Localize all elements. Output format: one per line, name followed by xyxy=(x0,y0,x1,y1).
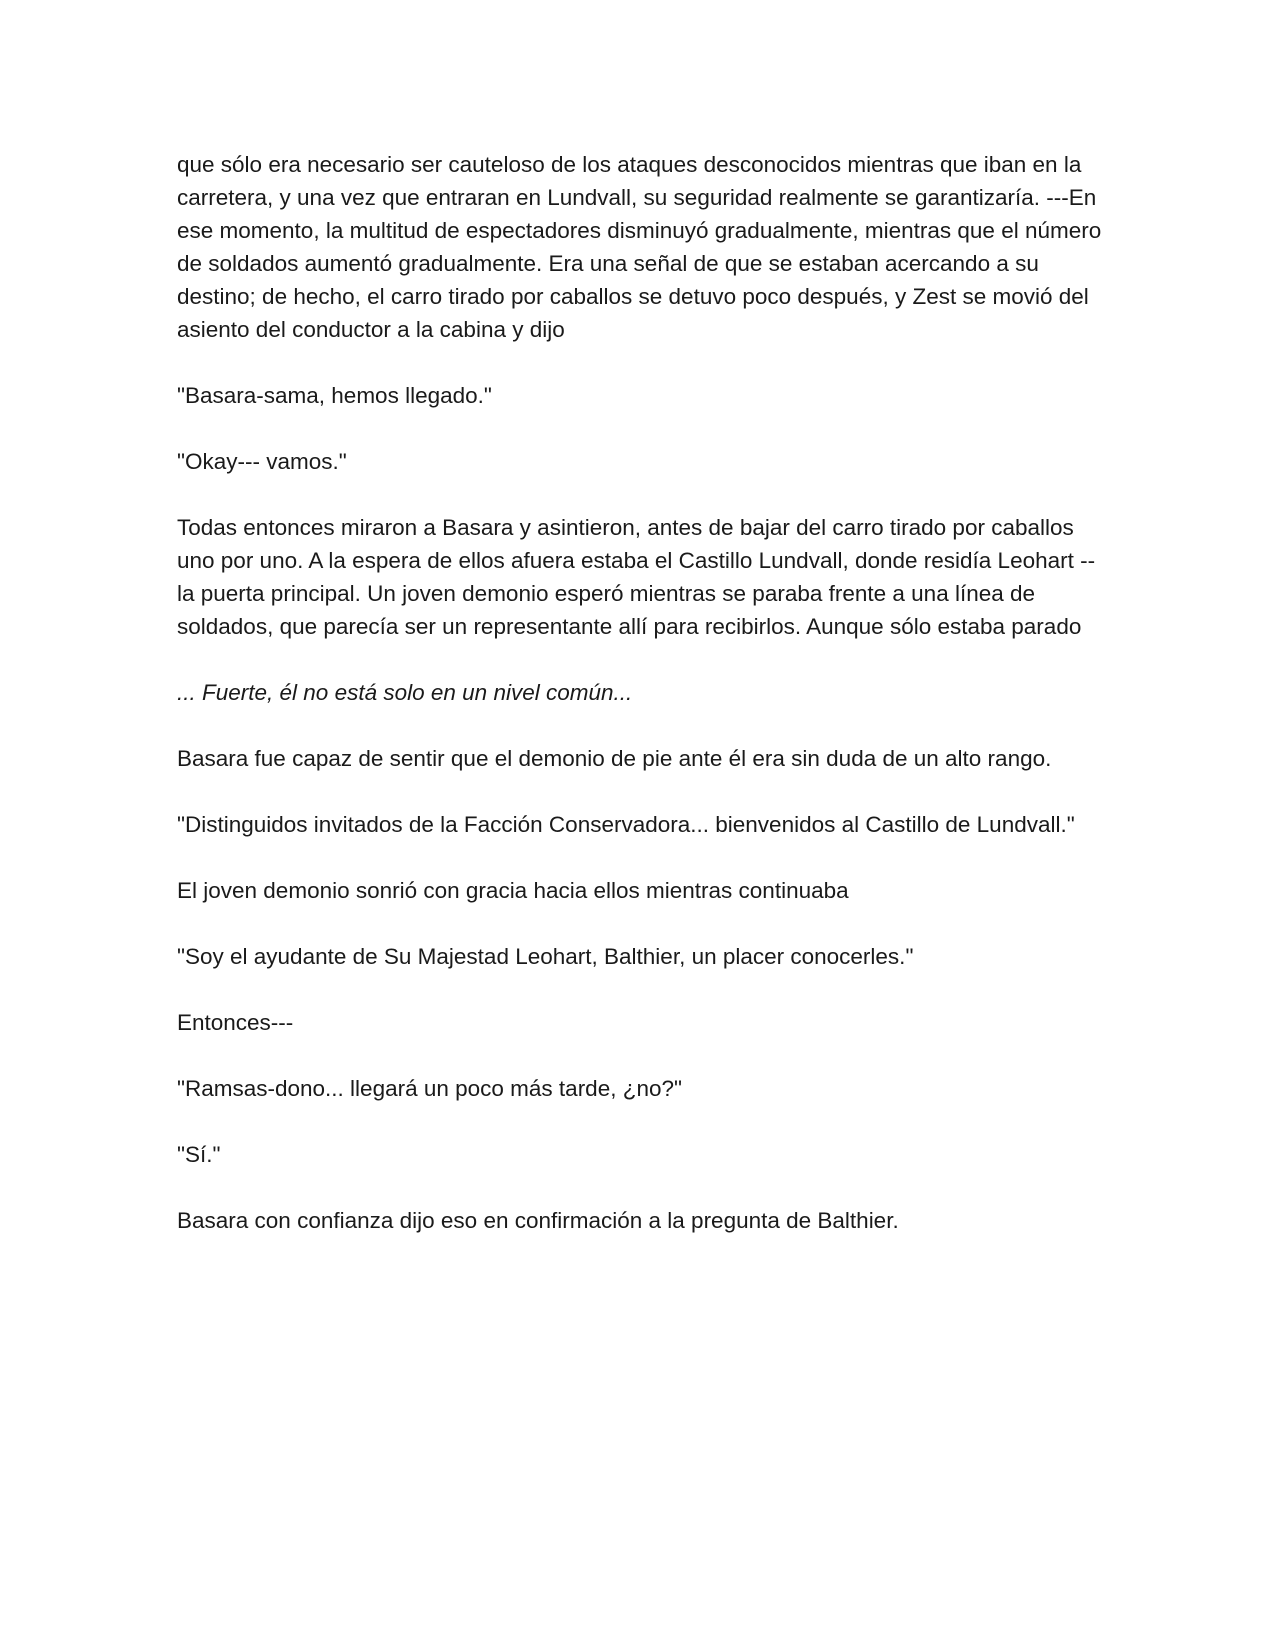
paragraph: Basara con confianza dijo eso en confirmación a la pregunta de Balthier. xyxy=(177,1208,899,1233)
dialogue-line: "Ramsas-dono... llegará un poco más tarde, ¿no?" xyxy=(177,1076,682,1101)
inner-thought: ... Fuerte, él no está solo en un nivel común... xyxy=(177,680,633,705)
dialogue-line: "Distinguidos invitados de la Facción Conservadora... bienvenidos al Castillo de Lundvall." xyxy=(177,812,1075,837)
dialogue-line: "Basara-sama, hemos llegado." xyxy=(177,383,492,408)
dialogue-line: "Sí." xyxy=(177,1142,221,1167)
paragraph: El joven demonio sonrió con gracia hacia ellos mientras continuaba xyxy=(177,878,849,903)
paragraph: Entonces--- xyxy=(177,1010,294,1035)
paragraph: Todas entonces miraron a Basara y asintieron, antes de bajar del carro tirado por caballos uno por uno. A la espera de ellos afuera estaba el Castillo Lundvall, donde residía Leohart -- la puerta principal. Un joven demonio esperó mientras se paraba frente a una línea de soldados, que parecía ser un representante allí para recibirlos. Aunque sólo estaba parado xyxy=(177,515,1096,639)
paragraph: Basara fue capaz de sentir que el demonio de pie ante él era sin duda de un alto rango. xyxy=(177,746,1052,771)
dialogue-line: "Soy el ayudante de Su Majestad Leohart, Balthier, un placer conocerles." xyxy=(177,944,914,969)
paragraph: que sólo era necesario ser cauteloso de los ataques desconocidos mientras que iban en la carretera, y una vez que entraran en Lundvall, su seguridad realmente se garantizaría. ---En ese momento, la multitud de espectadores disminuyó gradualmente, mientras que el número de soldados aumentó gradualmente. Era una señal de que se estaban acercando a su destino; de hecho, el carro tirado por caballos se detuvo poco después, y Zest se movió del asiento del conductor a la cabina y dijo xyxy=(177,152,1102,342)
document-body xyxy=(177,148,1107,1237)
dialogue-line: "Okay--- vamos." xyxy=(177,449,347,474)
